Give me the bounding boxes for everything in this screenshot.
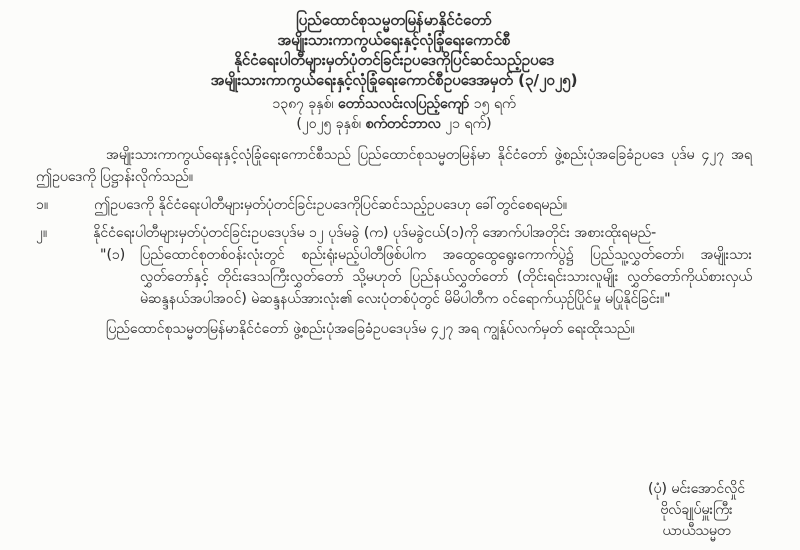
date-myanmar-calendar xyxy=(36,94,752,114)
section-2-paragraph xyxy=(36,222,752,244)
title-council: အမျိုးသားကာကွယ်ရေးနှင့်လုံခြုံရေးကောင်စီ xyxy=(277,31,511,49)
quoted-clause-text: ပြည်ထောင်စုတစ်ဝန်းလုံးတွင် စည်းရုံးမည့်ပါတီဖြစ်ပါက အထွေထွေရွေးကောက်ပွဲ၌ ပြည်သူ့လွှတ်တော်၊ အမျိုးသားလွှတ်တော်နှင့် တိုင်းဒေသကြီးလွှတ်တော် သို့မဟုတ် ပြည်နယ်လွှတ်တော် (တိုင်းရင်းသားလူမျိုး လွှတ်တော်ကိုယ်စားလှယ် မဲဆန္ဒနယ်အပါအဝင်) မဲဆန္ဒနယ်အားလုံး၏ လေးပုံတစ်ပုံတွင် မိမိပါတီက ဝင်ရောက်ယှဉ်ပြိုင်မှု မပြုနိုင်ခြင်း။" xyxy=(140,247,752,307)
date-myanmar-prefix: ၁၃၈၇ ခုနှစ်၊ xyxy=(272,96,339,112)
date-block xyxy=(36,94,752,134)
section-2-number: ၂။ xyxy=(36,225,48,241)
signature-rank: ဗိုလ်ချုပ်မှူးကြီး xyxy=(660,502,733,518)
quoted-clause xyxy=(100,244,752,310)
date-gregorian-calendar xyxy=(36,114,752,134)
quoted-clause-number: "(၁) xyxy=(100,247,126,263)
section-1-number: ၁။ xyxy=(36,197,49,213)
date-gregorian-prefix: (၂၀၂၅ ခုနှစ်၊ xyxy=(296,116,366,132)
signature-signed-name: (ပုံ) မင်းအောင်လှိုင် xyxy=(648,481,745,497)
closing-paragraph: ပြည်ထောင်စုသမ္မတမြန်မာနိုင်ငံတော် ဖွဲ့စည်းပုံအခြေခံဥပဒေပုဒ်မ ၄၂၇ အရ ကျွန်ုပ်လက်မှတ် ရေးထိုးသည်။ xyxy=(106,321,635,337)
date-gregorian-day: ၂၁ ရက်) xyxy=(440,116,492,132)
section-1-paragraph xyxy=(36,194,752,216)
title-country: ပြည်ထောင်စုသမ္မတမြန်မာနိုင်ငံတော် xyxy=(296,11,492,29)
title-law-name: နိုင်ငံရေးပါတီများမှတ်ပုံတင်ခြင်းဥပဒေကိုပြင်ဆင်သည့်ဥပဒေ xyxy=(234,51,554,69)
signature-title: ယာယီသမ္မတ xyxy=(662,523,731,539)
document-header xyxy=(36,10,752,90)
section-1-text: ဤဥပဒေကို နိုင်ငံရေးပါတီများမှတ်ပုံတင်ခြင်းဥပဒေကိုပြင်ဆင်သည့်ဥပဒေဟု ခေါ်တွင်စေရမည်။ xyxy=(94,197,568,213)
date-gregorian-month: စက်တင်ဘာလ xyxy=(365,116,441,132)
date-myanmar-month: တော်သလင်းလပြည့်ကျော် xyxy=(338,96,470,112)
section-2-text: နိုင်ငံရေးပါတီများမှတ်ပုံတင်ခြင်းဥပဒေပုဒ်မ ၁၂ ပုဒ်မခွဲ (က) ပုဒ်မခွဲငယ်(၁)ကို အောက်ပါအတိုင်း အစားထိုးရမည်- xyxy=(93,225,657,241)
title-law-number: အမျိုးသားကာကွယ်ရေးနှင့်လုံခြုံရေးကောင်စီဥပဒေအမှတ် (၃/၂၀၂၅) xyxy=(210,71,578,89)
preamble-paragraph: အမျိုးသားကာကွယ်ရေးနှင့်လုံခြုံရေးကောင်စီသည် ပြည်ထောင်စုသမ္မတမြန်မာ နိုင်ငံတော် ဖွဲ့စည်းပုံအခြေခံဥပဒေ ပုဒ်မ ၄၂၇ အရ ဤဥပဒေကို ပြဋ္ဌာန်းလိုက်သည်။ xyxy=(36,147,752,185)
date-myanmar-day: ၁၅ ရက် xyxy=(469,96,516,112)
signature-block xyxy=(648,479,745,542)
